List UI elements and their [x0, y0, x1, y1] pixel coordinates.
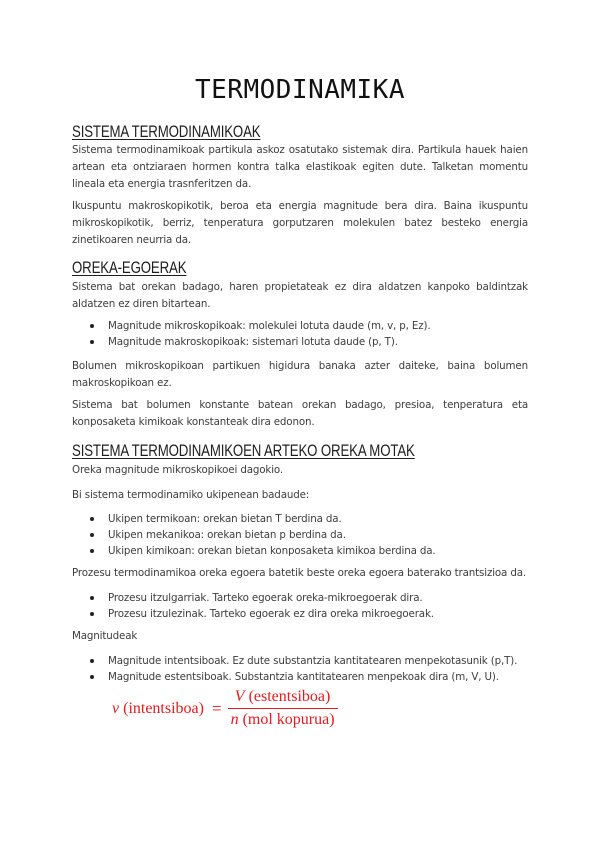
section-body — [72, 462, 528, 479]
section-body — [72, 198, 528, 249]
bullet-icon — [90, 324, 94, 328]
list-item-text: Ukipen termikoan: orekan bietan T berdina da. — [108, 513, 342, 525]
document-title: TERMODINAMIKA — [195, 75, 405, 105]
list-item — [72, 318, 528, 334]
list-item-text: Ukipen kimikoan: orekan bietan konposaketa kimikoa berdina da. — [108, 545, 436, 557]
section-sistema-termodinamikoak — [72, 122, 528, 142]
paragraph: Bolumen mikroskopikoan partikuen higidura banaka azter daiteke, baina bolumen makroskopikoan ez. — [72, 360, 528, 389]
bullet-icon — [90, 675, 94, 679]
paragraph: Bi sistema termodinamiko ukipenean badaude: — [72, 489, 310, 501]
list-item — [72, 669, 528, 685]
list-item — [72, 606, 528, 622]
bullet-list — [72, 318, 528, 350]
paragraph: Sistema bat orekan badago, haren propietateak ez dira aldatzen kanpoko baldintzak aldatzen ez diren bitartean. — [72, 281, 528, 310]
magnitudes-label: Magnitudeak — [72, 630, 138, 642]
list-item-text: Magnitude estentsiboak. Substantzia kantitatearen menpekoak dira (m, V, U). — [108, 671, 499, 683]
list-item — [72, 527, 528, 543]
formula-fraction — [228, 688, 338, 729]
list-item-text: Prozesu itzulgarriak. Tarteko egoerak oreka-mikroegoerak dira. — [108, 592, 423, 604]
section-body — [72, 279, 528, 313]
section-body — [72, 358, 528, 392]
paragraph: Sistema termodinamikoak partikula askoz osatutako sistemak dira. Partikula hauek haien artean eta ontziaraen hormen kontra talka elastikoak egiten dute. Talketan momentu lineala eta energia trasnferitzen da. — [72, 144, 528, 190]
section-heading: OREKA-EGOERAK — [72, 258, 187, 277]
list-item-text: Magnitude makroskopikoak: sistemari lotuta daude (p, T). — [108, 336, 398, 348]
bullet-icon — [90, 659, 94, 663]
section-oreka-motak — [72, 441, 528, 461]
formula-numerator — [232, 688, 334, 708]
bullet-icon — [90, 340, 94, 344]
list-item — [72, 653, 528, 669]
paragraph: Sistema bat bolumen konstante batean orekan badago, presioa, tenperatura eta konposaketa kimikoak konstanteak dira edonon. — [72, 399, 528, 428]
specific-volume-formula — [112, 688, 338, 729]
bullet-icon — [90, 596, 94, 600]
list-item — [72, 334, 528, 350]
list-item — [72, 543, 528, 559]
paragraph: Oreka magnitude mikroskopikoei dagokio. — [72, 464, 284, 476]
section-body — [72, 397, 528, 431]
formula-lhs — [112, 700, 204, 718]
contact-bullet-list — [72, 511, 528, 559]
paragraph: Prozesu termodinamikoa oreka egoera batetik beste oreka egoera baterako trantsizioa da. — [72, 567, 527, 579]
formula-numerator-variable: V — [234, 688, 245, 705]
section-body — [72, 487, 528, 504]
process-bullet-list — [72, 590, 528, 622]
list-item-text: Magnitude intentsiboak. Ez dute substantzia kantitatearen menpekotasunik (p,T). — [108, 655, 518, 667]
list-item-text: Ukipen mekanikoa: orekan bietan p berdina da. — [108, 529, 346, 541]
formula-numerator-label: (estentsiboa) — [248, 688, 331, 705]
bullet-icon — [90, 612, 94, 616]
formula-lhs-label: (intentsiboa) — [123, 699, 204, 717]
section-heading: SISTEMA TERMODINAMIKOAK — [72, 122, 261, 141]
section-body — [72, 565, 528, 582]
section-oreka-egoerak — [72, 258, 528, 278]
list-item — [72, 511, 528, 527]
magnitude-bullet-list — [72, 653, 528, 685]
formula-lhs-variable: v — [112, 699, 120, 717]
formula-denominator — [228, 709, 338, 729]
formula-equals: = — [211, 698, 222, 718]
bullet-icon — [90, 533, 94, 537]
bullet-icon — [90, 517, 94, 521]
formula-denominator-variable: n — [230, 711, 239, 728]
section-body — [72, 628, 528, 645]
list-item-text: Prozesu itzulezinak. Tarteko egoerak ez dira oreka mikroegoerak. — [108, 608, 434, 620]
list-item-text: Magnitude mikroskopikoak: molekulei lotuta daude (m, v, p, Ez). — [108, 320, 431, 332]
list-item — [72, 590, 528, 606]
paragraph: Ikuspuntu makroskopikotik, beroa eta energia magnitude bera dira. Baina ikuspuntu mikroskopikotik, berriz, tenperatura gorputzaren molekulen batez besteko energia zinetikoaren neurria da. — [72, 200, 528, 246]
bullet-icon — [90, 549, 94, 553]
section-body — [72, 142, 528, 193]
formula-denominator-label: (mol kopurua) — [242, 711, 335, 728]
section-heading: SISTEMA TERMODINAMIKOEN ARTEKO OREKA MOTAK — [72, 441, 415, 460]
